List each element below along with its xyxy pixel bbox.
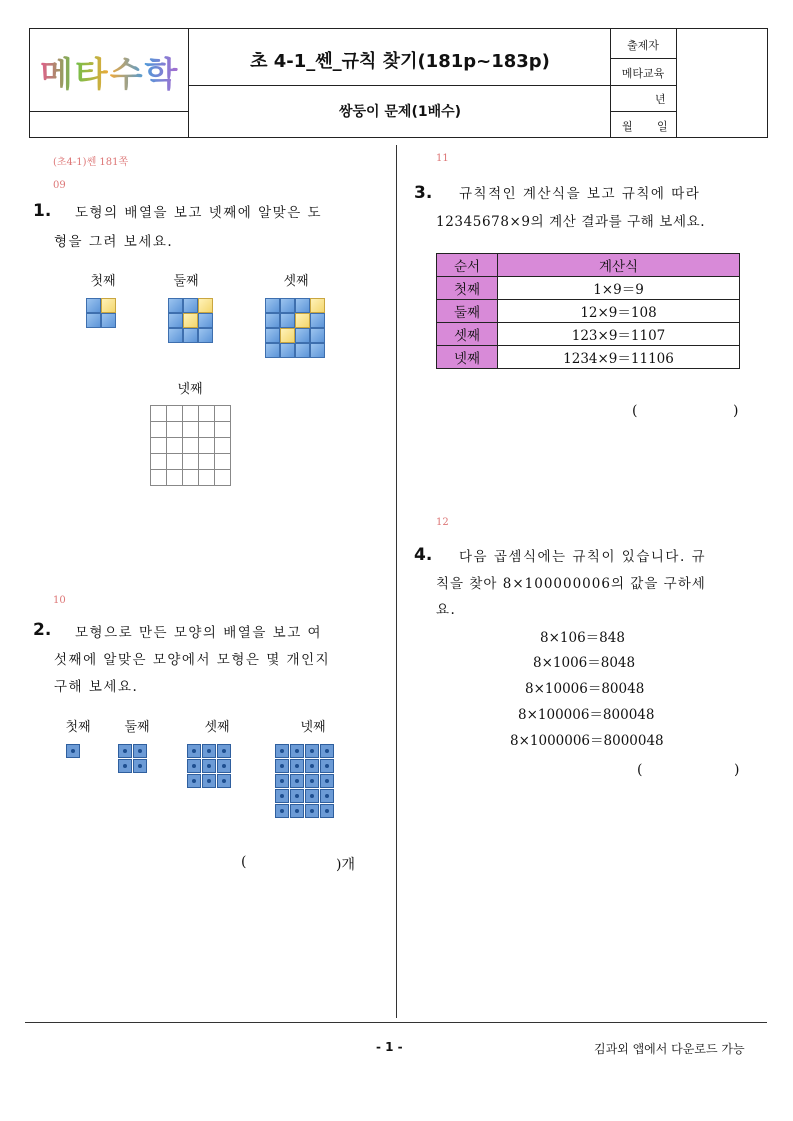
cube: [202, 744, 216, 758]
cube: [187, 759, 201, 773]
equation: 8×1000006＝8000048: [510, 733, 664, 749]
cube: [217, 774, 231, 788]
worksheet-title: 초 4-1_쎈_규칙 찾기(181p~183p): [250, 51, 550, 72]
q3-answer-open: (: [632, 403, 638, 419]
cube: [305, 744, 319, 758]
table-header-order: 순서: [437, 254, 498, 277]
tile: [280, 298, 295, 313]
tile: [280, 328, 295, 343]
cube: [202, 759, 216, 773]
tile: [265, 328, 280, 343]
cube: [305, 789, 319, 803]
question-1-line-2: 형을 그려 보세요.: [54, 234, 174, 250]
table-cell-order: 첫째: [437, 277, 498, 300]
q4-answer-close: ): [734, 762, 740, 778]
problem-code-09: 09: [53, 180, 66, 191]
q1-label-third: 셋째: [283, 274, 309, 289]
cube: [118, 759, 132, 773]
tile: [310, 313, 325, 328]
tile: [198, 313, 213, 328]
tile: [86, 298, 101, 313]
cube: [320, 789, 334, 803]
cube: [305, 774, 319, 788]
q2-label-second: 둘째: [124, 720, 150, 735]
question-number-3: 3.: [414, 183, 433, 203]
cube: [275, 774, 289, 788]
q2-label-fourth: 넷째: [300, 720, 326, 735]
page-number: - 1 -: [376, 1040, 403, 1054]
cube: [202, 774, 216, 788]
author-label: 출제자: [627, 39, 659, 52]
q4-answer-blank[interactable]: [648, 762, 732, 780]
day-label: 일: [657, 120, 668, 133]
q2-label-third: 셋째: [204, 720, 230, 735]
cube: [320, 744, 334, 758]
question-number-1: 1.: [33, 201, 52, 221]
table-row: [437, 300, 740, 323]
q4-answer-open: (: [637, 762, 643, 778]
question-1-line-1: 도형의 배열을 보고 넷째에 알맞은 도: [75, 205, 323, 221]
cube: [305, 759, 319, 773]
q2-answer-close: )개: [336, 857, 355, 873]
cube: [290, 774, 304, 788]
logo: [40, 47, 179, 96]
tile: [295, 343, 310, 358]
question-3-line-2: 12345678×9의 계산 결과를 구해 보세요.: [436, 214, 706, 230]
cube: [133, 744, 147, 758]
question-4-line-3: 요.: [436, 602, 457, 618]
cube: [217, 744, 231, 758]
table-row: [437, 277, 740, 300]
cube: [305, 804, 319, 818]
tile: [295, 313, 310, 328]
question-2-line-3: 구해 보세요.: [54, 679, 139, 695]
q3-answer-blank[interactable]: [643, 403, 731, 421]
year-label: 년: [655, 93, 666, 106]
table-cell-order: 넷째: [437, 346, 498, 369]
cube: [118, 744, 132, 758]
question-4-line-2: 칙을 찾아 8×100000006의 값을 구하세: [436, 576, 706, 592]
q2-label-first: 첫째: [65, 720, 91, 735]
cube: [133, 759, 147, 773]
table-row: [437, 323, 740, 346]
cube: [275, 744, 289, 758]
tile: [183, 298, 198, 313]
q1-label-second: 둘째: [173, 274, 199, 289]
author-name: 메타교육: [621, 67, 665, 80]
worksheet-subtitle: 쌍둥이 문제(1배수): [338, 104, 462, 120]
cube: [290, 759, 304, 773]
table-cell-expression: 1234×9＝11106: [498, 346, 740, 369]
q2-answer-blank[interactable]: [252, 854, 334, 872]
q3-answer-close: ): [733, 403, 739, 419]
cube: [275, 789, 289, 803]
question-3-line-1: 규칙적인 계산식을 보고 규칙에 따라: [459, 186, 701, 202]
tile: [101, 298, 116, 313]
table-cell-expression: 12×9＝108: [498, 300, 740, 323]
equation: 8×10006＝80048: [525, 681, 645, 697]
question-4-line-1: 다음 곱셈식에는 규칙이 있습니다. 규: [459, 549, 707, 565]
cube: [187, 744, 201, 758]
table-cell-order: 둘째: [437, 300, 498, 323]
source-reference: (초4-1)쎈 181쪽: [53, 157, 129, 168]
table-cell-order: 셋째: [437, 323, 498, 346]
month-label: 월: [622, 120, 633, 133]
cube: [320, 759, 334, 773]
tile: [280, 313, 295, 328]
problem-code-12: 12: [436, 517, 449, 528]
tile: [198, 328, 213, 343]
tile: [310, 343, 325, 358]
tile: [265, 313, 280, 328]
header-box: [29, 28, 768, 138]
tile: [265, 343, 280, 358]
cube: [320, 774, 334, 788]
table-cell-expression: 1×9＝9: [498, 277, 740, 300]
problem-code-11: 11: [436, 153, 449, 164]
tile: [86, 313, 101, 328]
tile: [198, 298, 213, 313]
footer-divider: [25, 1022, 767, 1023]
tile: [295, 328, 310, 343]
tile: [265, 298, 280, 313]
tile: [168, 328, 183, 343]
tile: [183, 328, 198, 343]
question-2-line-2: 섯째에 알맞은 모양에서 모형은 몇 개인지: [54, 652, 331, 668]
cube: [290, 744, 304, 758]
cube: [320, 804, 334, 818]
table-header-expression: 계산식: [498, 254, 740, 277]
equation: 8×1006＝8048: [533, 655, 636, 671]
problem-code-10: 10: [53, 595, 66, 606]
tile: [101, 313, 116, 328]
tile: [168, 313, 183, 328]
equation: 8×100006＝800048: [518, 707, 655, 723]
tile: [295, 298, 310, 313]
table-cell-expression: 123×9＝1107: [498, 323, 740, 346]
logo-text: 메타수학: [40, 47, 179, 96]
question-number-4: 4.: [414, 545, 433, 565]
question-number-2: 2.: [33, 620, 52, 640]
tile: [168, 298, 183, 313]
empty-answer-grid[interactable]: [150, 405, 232, 487]
tile: [310, 298, 325, 313]
cube: [290, 789, 304, 803]
equation: 8×106＝848: [540, 630, 625, 646]
tile: [280, 343, 295, 358]
cube: [275, 804, 289, 818]
cube: [187, 774, 201, 788]
tile: [310, 328, 325, 343]
table-row: [437, 346, 740, 369]
table-header-row: [437, 254, 740, 277]
cube: [217, 759, 231, 773]
calculation-table: [436, 253, 740, 369]
q2-answer-open: (: [241, 854, 247, 870]
cube: [290, 804, 304, 818]
column-divider: [396, 145, 397, 1018]
question-2-line-1: 모형으로 만든 모양의 배열을 보고 여: [75, 625, 323, 641]
q1-label-fourth: 넷째: [177, 382, 203, 397]
cube: [275, 759, 289, 773]
q1-label-first: 첫째: [90, 274, 116, 289]
download-note: 김과외 앱에서 다운로드 가능: [594, 1042, 745, 1056]
tile: [183, 313, 198, 328]
cube: [66, 744, 80, 758]
